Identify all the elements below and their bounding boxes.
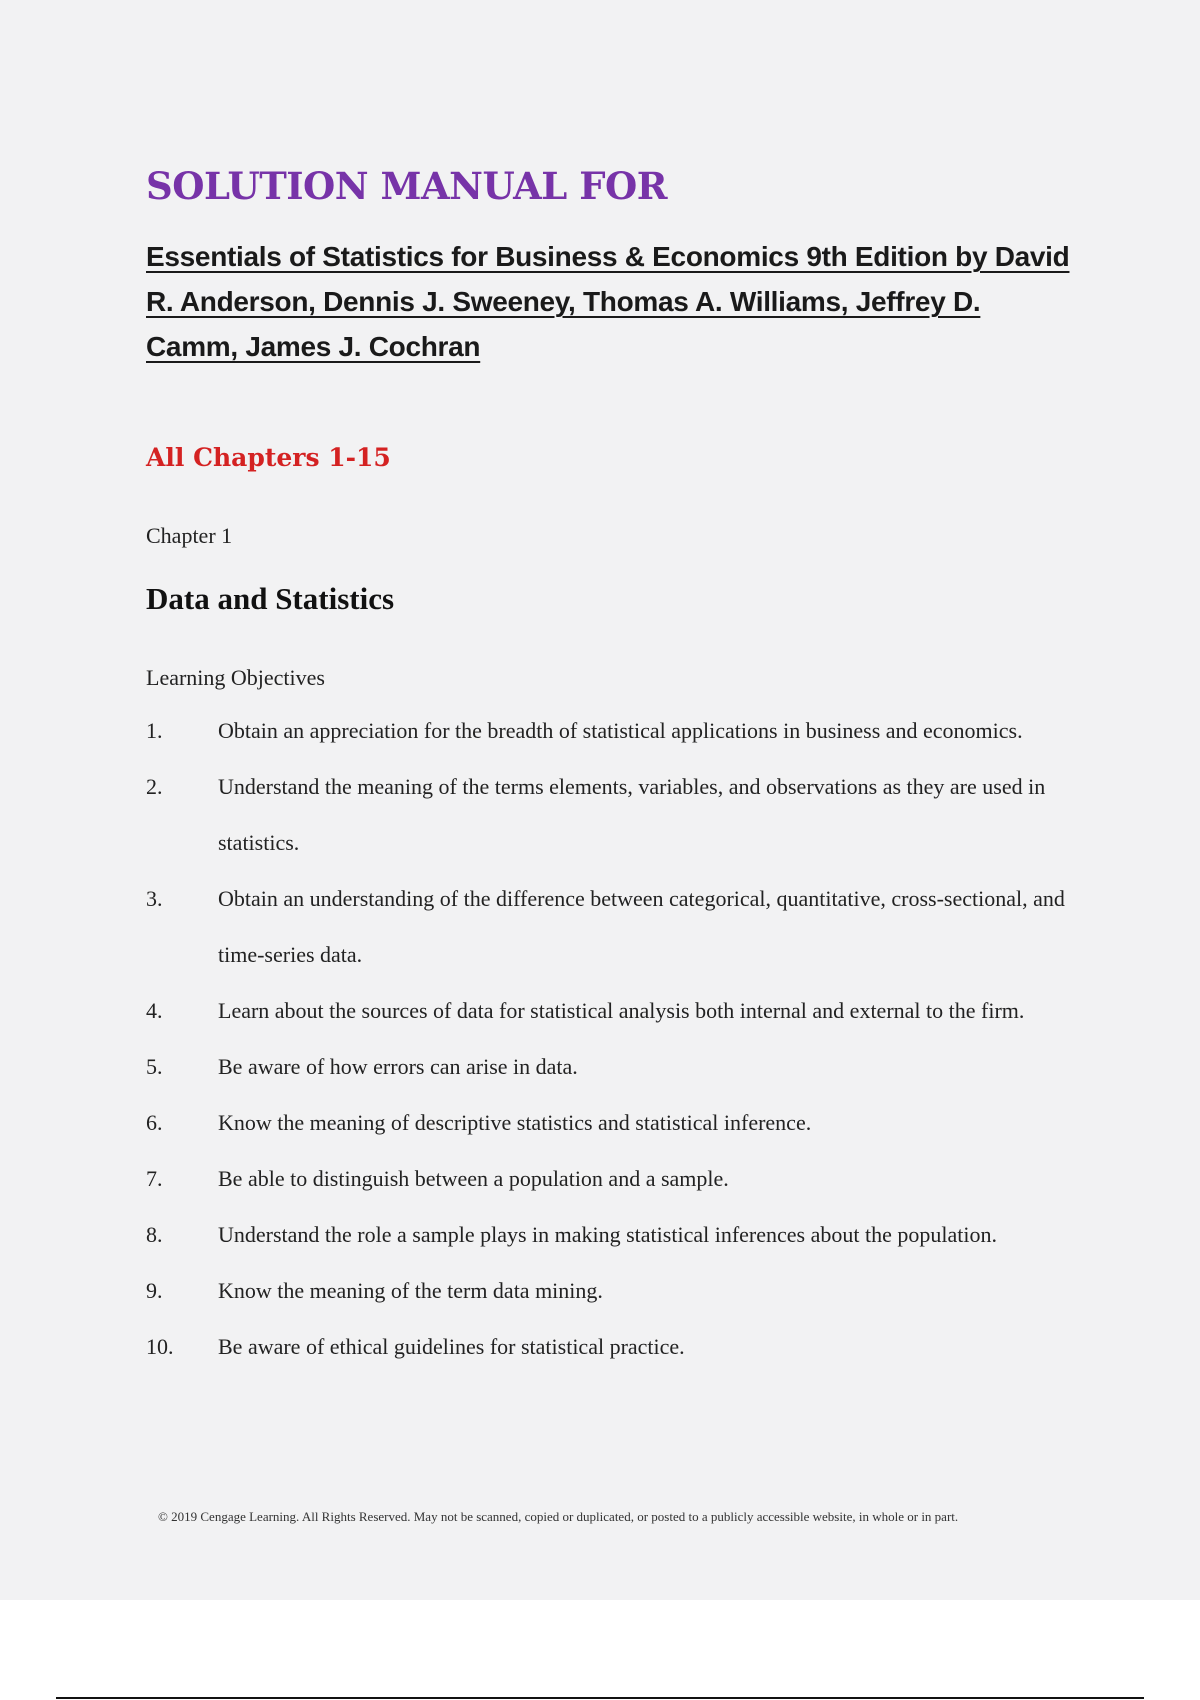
objective-text: Be aware of how errors can arise in data. bbox=[218, 1054, 578, 1079]
chapters-range: All Chapters 1-15 bbox=[146, 443, 391, 472]
objective-number: 8. bbox=[146, 1222, 163, 1247]
objective-number: 2. bbox=[146, 774, 163, 799]
objective-text: Be aware of ethical guidelines for statistical practice. bbox=[218, 1334, 685, 1359]
objective-item bbox=[146, 1151, 1086, 1207]
objective-item bbox=[146, 1095, 1086, 1151]
objective-number: 7. bbox=[146, 1166, 163, 1191]
page-content bbox=[146, 158, 1086, 1375]
objective-item bbox=[146, 703, 1086, 759]
objective-item bbox=[146, 1039, 1086, 1095]
objective-number: 6. bbox=[146, 1110, 163, 1135]
objective-text: Understand the role a sample plays in making statistical inferences about the population. bbox=[218, 1222, 997, 1247]
objective-text: Learn about the sources of data for statistical analysis both internal and external to the firm. bbox=[218, 998, 1025, 1023]
solution-manual-title: SOLUTION MANUAL FOR bbox=[146, 164, 667, 208]
objective-number: 4. bbox=[146, 998, 163, 1023]
chapter-title: Data and Statistics bbox=[146, 581, 395, 616]
objective-item bbox=[146, 759, 1086, 871]
learning-objectives-heading: Learning Objectives bbox=[146, 665, 325, 690]
objective-number: 5. bbox=[146, 1054, 163, 1079]
objective-text: Know the meaning of the term data mining. bbox=[218, 1278, 603, 1303]
objective-item bbox=[146, 1319, 1086, 1375]
objective-number: 9. bbox=[146, 1278, 163, 1303]
objective-item bbox=[146, 983, 1086, 1039]
objective-text: Understand the meaning of the terms elements, variables, and observations as they are used in statistics. bbox=[218, 774, 1046, 855]
objective-number: 3. bbox=[146, 886, 163, 911]
bottom-divider bbox=[56, 1697, 1144, 1699]
learning-objectives-list bbox=[146, 703, 1086, 1375]
objective-text: Know the meaning of descriptive statistics and statistical inference. bbox=[218, 1110, 812, 1135]
objective-number: 1. bbox=[146, 718, 163, 743]
objective-item bbox=[146, 1263, 1086, 1319]
objective-text: Obtain an appreciation for the breadth of statistical applications in business and economics. bbox=[218, 718, 1023, 743]
book-title-link[interactable]: Essentials of Statistics for Business & Economics 9th Edition by David R. Anderson, Dennis J. Sweeney, Thomas A. Williams, Jeffrey D. Camm, James J. Cochran bbox=[146, 241, 1070, 362]
objective-item bbox=[146, 1207, 1086, 1263]
copyright-footer: © 2019 Cengage Learning. All Rights Reserved. May not be scanned, copied or duplicated, or posted to a publicly accessible website, in whole or in part. bbox=[158, 1509, 959, 1524]
objective-item bbox=[146, 871, 1086, 983]
objective-number: 10. bbox=[146, 1334, 174, 1359]
objective-text: Obtain an understanding of the difference between categorical, quantitative, cross-sectional, and time-series data. bbox=[218, 886, 1065, 967]
chapter-label: Chapter 1 bbox=[146, 523, 233, 548]
objective-text: Be able to distinguish between a population and a sample. bbox=[218, 1166, 729, 1191]
